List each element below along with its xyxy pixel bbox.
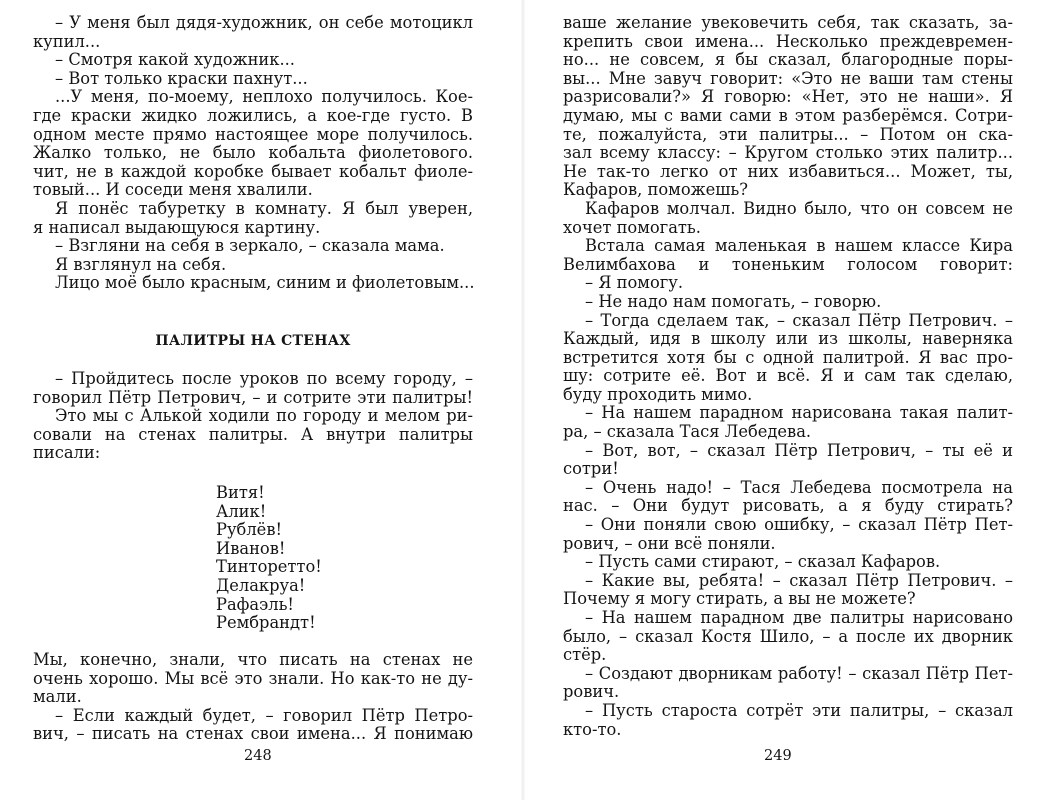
text-line: те, пожалуйста, эти палитры... – Потом он ска- <box>563 125 1013 144</box>
text-line: шу: сотрите её. Вот и всё. Я и сам так сделаю, <box>563 367 1013 386</box>
text-line: чит, не в каждой коробке бывает кобальт фиоле- <box>33 162 473 181</box>
text-line: – Очень надо! – Тася Лебедева посмотрела на <box>585 478 1013 497</box>
text-line: говорил Пётр Петрович, – и сотрите эти палитры! <box>33 388 473 407</box>
text-line: мали. <box>33 687 82 707</box>
text-line: разрисовали?» Я говорю: «Нет, это не наши». Я <box>563 88 1013 107</box>
text-line: совали на стенах палитры. А внутри палитры <box>33 425 473 444</box>
text-line: Велимбахова и тоненьким голосом говорит: <box>563 255 1013 274</box>
poem-block <box>216 484 322 633</box>
text-line: зал всему классу: – Кругом столько этих палитр... <box>563 144 1013 163</box>
poem-line: Алик! <box>216 501 267 521</box>
text-line: Почему я могу стирать, а вы не можете? <box>563 589 916 609</box>
text-line: Мы, конечно, знали, что писать на стенах не <box>33 651 473 669</box>
page-number-right: 249 <box>764 748 792 764</box>
text-line: – Какие вы, ребята! – сказал Пётр Петрович. – <box>585 571 1013 590</box>
right-page <box>523 0 1047 800</box>
text-line: – Я помогу. <box>585 273 684 293</box>
poem-line: Рублёв! <box>216 520 283 540</box>
text-line: писали: <box>33 443 101 463</box>
text-line: очень хорошо. Мы всё это знали. Но как-то не ду- <box>33 669 473 688</box>
text-line: – Пройдитесь после уроков по всему городу, – <box>55 370 473 388</box>
poem-line: Витя! <box>216 483 265 502</box>
text-line: – Не надо нам помогать, – говорю. <box>585 291 882 311</box>
text-line: Каждый, идя в школу или из школы, наверняка <box>563 330 1013 349</box>
text-line: думаю, мы с вами сами в этом разберёмся. Сотри- <box>563 106 1013 125</box>
text-line: товый... И соседи меня хвалили. <box>33 180 313 200</box>
left-page <box>0 0 523 800</box>
text-line: Не так-то легко от них избавиться... Может, ты, <box>563 162 1013 181</box>
text-line: – Вот только краски пахнут... <box>55 68 308 88</box>
text-line: встретится хотя бы с одной палитрой. Я вас про- <box>563 348 1013 367</box>
text-line: – Вот, вот, – сказал Пётр Петрович, – ты её и <box>585 441 1013 460</box>
text-line: – Если каждый будет, – говорил Пётр Петро- <box>55 706 473 725</box>
text-line: рович. <box>563 682 620 702</box>
poem-line: Рафаэль! <box>216 594 294 614</box>
text-line: стёр. <box>563 645 607 665</box>
chapter-title: ПАЛИТРЫ НА СТЕНАХ <box>155 333 351 349</box>
text-line: но... не совсем, я бы сказал, благородные поры- <box>563 51 1013 70</box>
poem-line: Тинторетто! <box>216 557 322 577</box>
text-line: было, – сказал Костя Шило, – а после их дворник <box>563 627 1013 646</box>
poem-line: Рембрандт! <box>216 613 316 633</box>
text-line: ра, – сказала Тася Лебедева. <box>563 422 812 442</box>
text-line: – Тогда сделаем так, – сказал Пётр Петрович. – <box>585 311 1013 330</box>
text-line: где краски жидко ложились, а кое-где густо. В <box>33 106 473 125</box>
text-line: Кафаров молчал. Видно было, что он совсем не <box>585 199 1013 218</box>
text-line: Кафаров, поможешь? <box>563 180 748 200</box>
page-number-left: 248 <box>244 748 272 764</box>
text-line: одном месте прямо настоящее море получилось. <box>33 125 473 144</box>
text-line: Жалко только, не было кобальта фиолетового. <box>33 144 473 163</box>
right-text <box>563 14 1013 739</box>
text-line: купил... <box>33 31 101 51</box>
text-line: я написал выдающуюся картину. <box>33 217 321 237</box>
text-line: – Пусть староста сотрёт эти палитры, – сказал <box>585 701 1013 720</box>
text-line: Это мы с Алькой ходили по городу и мелом ри- <box>55 407 473 426</box>
text-line: нас. – Они будут рисовать, а я буду стирать? <box>563 497 1013 516</box>
text-line: Я взглянул на себя. <box>55 254 227 274</box>
text-line: Я понёс табуретку в комнату. Я был уверен, <box>55 199 473 218</box>
poem-line: Делакруа! <box>216 575 306 595</box>
text-line: – Взгляни на себя в зеркало, – сказала мама. <box>55 236 445 256</box>
text-line: – Смотря какой художник... <box>55 50 295 70</box>
text-line: ...У меня, по-моему, неплохо получилось. Кое- <box>55 88 473 107</box>
text-line: кто-то. <box>563 719 622 739</box>
left-top-text <box>33 14 473 293</box>
text-line: – На нашем парадном две палитры нарисовано <box>585 609 1013 627</box>
text-line: буду проходить мимо. <box>563 384 753 404</box>
text-line: – Они поняли свою ошибку, – сказал Пётр Пет- <box>585 516 1013 535</box>
left-bottom-text <box>33 651 473 744</box>
text-line: – На нашем парадном нарисована такая палит- <box>585 404 1013 423</box>
text-line: вы... Мне завуч говорит: «Это не ваши там стены <box>563 69 1013 88</box>
text-line: сотри! <box>563 459 619 479</box>
text-line: ваше желание увековечить себя, так сказать, за- <box>563 14 1013 32</box>
text-line: Лицо моё было красным, синим и фиолетовым... <box>55 273 475 293</box>
text-line: – Пусть сами стирают, – сказал Кафаров. <box>585 552 941 572</box>
left-middle-text <box>33 370 473 463</box>
text-line: хочет помогать. <box>563 217 701 237</box>
text-line: крепить свои имена... Несколько преждевремен- <box>563 32 1013 51</box>
text-line: рович, – они всё поняли. <box>563 533 776 553</box>
text-line: – У меня был дядя-художник, он себе мотоцикл <box>55 14 473 32</box>
text-line: вич, – писать на стенах свои имена... Я понимаю <box>33 725 473 744</box>
text-line: Встала самая маленькая в нашем классе Кира <box>585 237 1013 256</box>
text-line: – Создают дворникам работу! – сказал Пётр Пет- <box>585 664 1013 683</box>
poem-line: Иванов! <box>216 538 286 558</box>
